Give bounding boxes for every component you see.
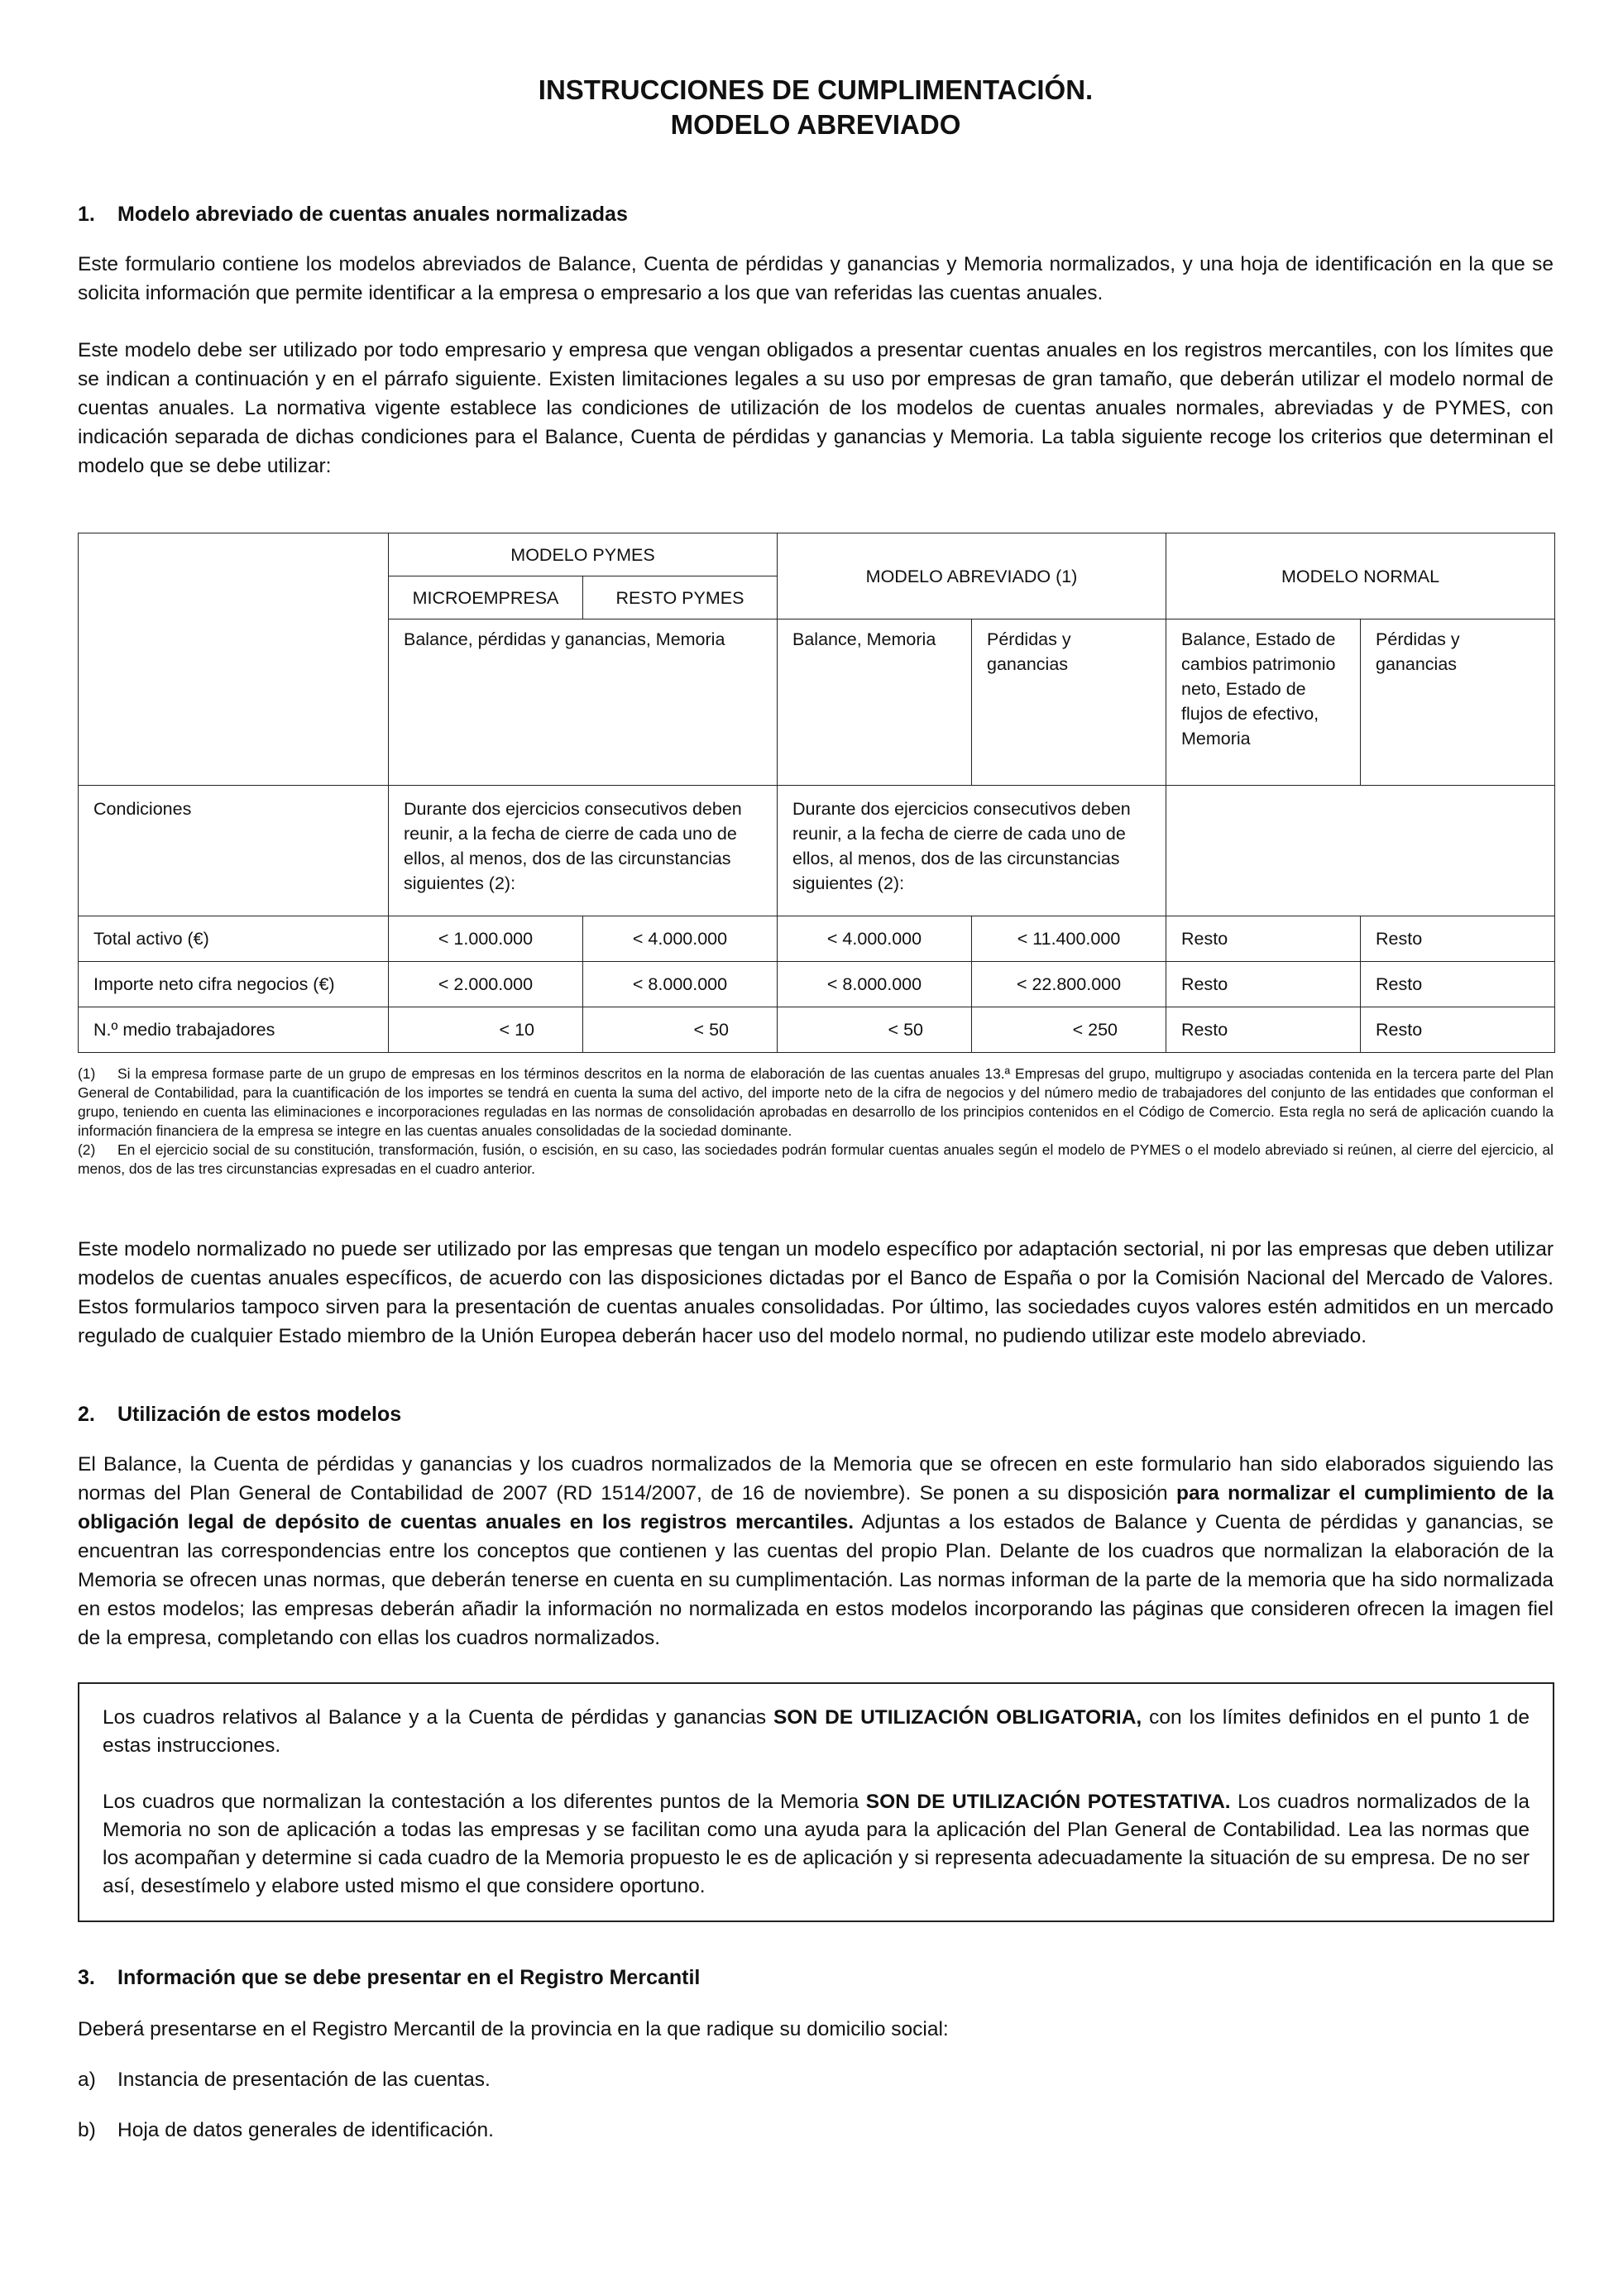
section-2-number: 2.	[78, 1403, 95, 1426]
docs-pymes: Balance, pérdidas y ganancias, Memoria	[389, 619, 778, 786]
footnote-1	[78, 1064, 1554, 1141]
footnote-2-text: En el ejercicio social de su constitución, transformación, fusión, o escisión, en su caso, las sociedades podrán formular cuentas anuales según el modelo de PYMES o el modelo abreviado si reúnen, al cierre del ejercicio, al menos, dos de las tres circunstancias expresadas en el cuadro anterior.	[78, 1141, 1554, 1177]
section-2-title: Utilización de estos modelos	[117, 1403, 402, 1426]
section-2-paragraph-1-text-a: El Balance, la Cuenta de pérdidas y ganancias y los cuadros normalizados de la Memoria que se ofrecen en este formulario han sido elaborados siguiendo las normas del Plan General de Contabilidad de 2007 (RD 1514/2007, de 16 de noviembre). Se ponen a su disposición	[78, 1453, 1554, 1504]
section-1-paragraph-3: Este modelo normalizado no puede ser utilizado por las empresas que tengan un modelo específico por adaptación sectorial, ni por las empresas que deben utilizar modelos de cuentas anuales específicos, de acuerdo con las disposiciones dictadas por el Banco de España o por la Comisión Nacional del Mercado de Valores. Estos formularios tampoco sirven para la presentación de cuentas anuales consolidadas. Por último, las sociedades cuyos valores estén admitidos en un mercado regulado de cualquier Estado miembro de la Unión Europea deberán hacer uso del modelo normal, no pudiendo utilizar este modelo abreviado.	[78, 1238, 1554, 1347]
footnote-2-label: (2)	[78, 1141, 96, 1158]
footnote-1-label: (1)	[78, 1065, 96, 1082]
section-1-title: Modelo abreviado de cuentas anuales normalizadas	[117, 203, 628, 226]
notice-paragraph-1-text-a: Los cuadros relativos al Balance y a la Cuenta de pérdidas y ganancias	[103, 1706, 774, 1729]
table-row	[79, 962, 1555, 1007]
section-3-intro: Deberá presentarse en el Registro Mercantil de la provincia en la que radique su domicilio social:	[78, 2018, 949, 2040]
footnote-2	[78, 1141, 1554, 1179]
list-item	[78, 2117, 1554, 2145]
notice-paragraph-2-bold: SON DE UTILIZACIÓN POTESTATIVA.	[865, 1791, 1231, 1813]
conditions-abreviado: Durante dos ejercicios consecutivos deben reunir, a la fecha de cierre de cada uno de ellos, al menos, dos de las circunstancias siguientes (2):	[778, 786, 1166, 916]
section-1-paragraph-1: Este formulario contiene los modelos abreviados de Balance, Cuenta de pérdidas y ganancias y Memoria normalizados, y una hoja de identificación en la que se solicita información que permite identificar a la empresa o empresario a los que van referidas las cuentas anuales.	[78, 253, 1554, 304]
header-modelo-pymes: MODELO PYMES	[389, 533, 778, 576]
section-2-paragraph-1-text-b: Adjuntas a los estados de Balance y Cuenta de pérdidas y ganancias, se encuentran las correspondencias entre los conceptos que contienen y las cuentas del propio Plan. Delante de los cuadros que normalizan la elaboración de la Memoria se ofrecen unas normas, que deberán tenerse en cuenta en su cumplimentación. Las normas informan de la parte de la memoria que ha sido normalizada en estos modelos; las empresas deberán añadir la información no normalizada en estos modelos incorporando las páginas que consideren ofrecen la imagen fiel de la empresa, completando con ellas los cuadros normalizados.	[78, 1511, 1554, 1649]
section-1-paragraph-2: Este modelo debe ser utilizado por todo empresario y empresa que vengan obligados a presentar cuentas anuales en los registros mercantiles, con los límites que se indican a continuación y en el párrafo siguiente. Existen limitaciones legales a su uso por empresas de gran tamaño, que deberán utilizar el modelo normal de cuentas anuales. La normativa vigente establece las condiciones de utilización de los modelos de cuentas anuales normales, abreviadas y de PYMES, con indicación separada de dichas condiciones para el Balance, Cuenta de pérdidas y ganancias y Memoria. La tabla siguiente recoge los criterios que determinan el modelo que se debe utilizar:	[78, 339, 1554, 477]
table-conditions-row	[79, 786, 1555, 916]
list-item	[78, 2066, 1554, 2094]
conditions-pymes: Durante dos ejercicios consecutivos deben reunir, a la fecha de cierre de cada uno de ellos, al menos, dos de las circunstancias siguientes (2):	[389, 786, 778, 916]
table-row	[79, 1007, 1555, 1053]
list-item-text: Instancia de presentación de las cuentas.	[117, 2069, 491, 2091]
conditions-label: Condiciones	[79, 786, 389, 916]
section-3-title: Información que se debe presentar en el Registro Mercantil	[117, 1966, 701, 1989]
list-item-text: Hoja de datos generales de identificación.	[117, 2119, 494, 2141]
section-3-heading	[78, 1964, 1554, 1992]
docs-normal-balance: Balance, Estado de cambios patrimonio neto, Estado de flujos de efectivo, Memoria	[1166, 619, 1361, 786]
header-modelo-abreviado: MODELO ABREVIADO (1)	[778, 533, 1166, 619]
title-line-1: INSTRUCCIONES DE CUMPLIMENTACIÓN.	[538, 74, 1094, 105]
cell-micro: < 10	[389, 1007, 583, 1053]
cell-micro: < 1.000.000	[389, 916, 583, 962]
table-corner-cell	[79, 533, 389, 786]
section-2-paragraph-1	[78, 1450, 1554, 1653]
list-item-label: b)	[78, 2119, 96, 2141]
section-1-number: 1.	[78, 203, 95, 226]
notice-paragraph-1-bold: SON DE UTILIZACIÓN OBLIGATORIA,	[773, 1706, 1142, 1729]
row-label: Importe neto cifra negocios (€)	[79, 962, 389, 1007]
cell-abreviado-balance: < 4.000.000	[778, 916, 972, 962]
header-modelo-normal: MODELO NORMAL	[1166, 533, 1555, 619]
cell-normal-pyg: Resto	[1361, 962, 1555, 1007]
section-3-number: 3.	[78, 1966, 95, 1989]
page-title	[78, 73, 1554, 142]
cell-abreviado-balance: < 8.000.000	[778, 962, 972, 1007]
table-row	[79, 916, 1555, 962]
docs-abreviado-pyg: Pérdidas y ganancias	[972, 619, 1166, 786]
docs-abreviado-balance: Balance, Memoria	[778, 619, 972, 786]
notice-paragraph-2	[103, 1788, 1530, 1901]
section-2-paragraph-1-bold: para normalizar el cumplimiento de la obligación legal de depósito de cuentas anuales en los registros mercantiles.	[78, 1482, 1554, 1533]
cell-resto: < 50	[583, 1007, 778, 1053]
cell-resto: < 8.000.000	[583, 962, 778, 1007]
notice-box	[78, 1682, 1554, 1922]
conditions-normal	[1166, 786, 1555, 916]
cell-micro: < 2.000.000	[389, 962, 583, 1007]
notice-paragraph-2-text-b: Los cuadros normalizados de la Memoria no son de aplicación a todas las empresas y se facilitan como una ayuda para la aplicación del Plan General de Contabilidad. Lea las normas que los acompañan y determine si cada cuadro de la Memoria propuesto le es de aplicación y si representa adecuadamente la situación de su empresa. De no ser así, desestímelo y elabore usted mismo el que considere oportuno.	[103, 1791, 1530, 1897]
notice-paragraph-1	[103, 1704, 1530, 1760]
cell-normal-balance: Resto	[1166, 1007, 1361, 1053]
cell-abreviado-balance: < 50	[778, 1007, 972, 1053]
section-2-heading	[78, 1400, 1554, 1428]
row-label: Total activo (€)	[79, 916, 389, 962]
list-item-label: a)	[78, 2069, 96, 2091]
cell-normal-pyg: Resto	[1361, 1007, 1555, 1053]
cell-abreviado-pyg: < 11.400.000	[972, 916, 1166, 962]
table-footnotes	[78, 1064, 1554, 1179]
notice-paragraph-2-text-a: Los cuadros que normalizan la contestación a los diferentes puntos de la Memoria	[103, 1791, 866, 1813]
notice-paragraph-1-text-b: con los límites definidos en el punto 1 de estas instrucciones.	[103, 1706, 1530, 1757]
section-1-heading	[78, 200, 1554, 228]
table-header-row-1	[79, 533, 1555, 576]
cell-resto: < 4.000.000	[583, 916, 778, 962]
cell-abreviado-pyg: < 250	[972, 1007, 1166, 1053]
cell-normal-balance: Resto	[1166, 962, 1361, 1007]
docs-normal-pyg: Pérdidas y ganancias	[1361, 619, 1555, 786]
cell-normal-pyg: Resto	[1361, 916, 1555, 962]
row-label: N.º medio trabajadores	[79, 1007, 389, 1053]
title-line-2: MODELO ABREVIADO	[670, 109, 961, 140]
footnote-1-text: Si la empresa formase parte de un grupo de empresas en los términos descritos en la norma de elaboración de las cuentas anuales 13.ª Empresas del grupo, multigrupo y asociadas contenida en la tercera parte del Plan General de Contabilidad, para la cuantificación de los importes se tendrá en cuenta la suma del activo, del importe neto de la cifra de negocios y del número medio de trabajadores del conjunto de las entidades que conforman el grupo, teniendo en cuenta las eliminaciones e incorporaciones reguladas en las normas de consolidación aprobadas en desarrollo de los principios contenidos en el Código de Comercio. Esta regla no será de aplicación cuando la información financiera de la empresa se integre en las cuentas anuales consolidadas de la sociedad dominante.	[78, 1065, 1554, 1139]
header-microempresa: MICROEMPRESA	[389, 576, 583, 619]
cell-normal-balance: Resto	[1166, 916, 1361, 962]
header-resto-pymes: RESTO PYMES	[583, 576, 778, 619]
document-page	[78, 0, 1554, 2145]
cell-abreviado-pyg: < 22.800.000	[972, 962, 1166, 1007]
criteria-table	[78, 533, 1555, 1053]
